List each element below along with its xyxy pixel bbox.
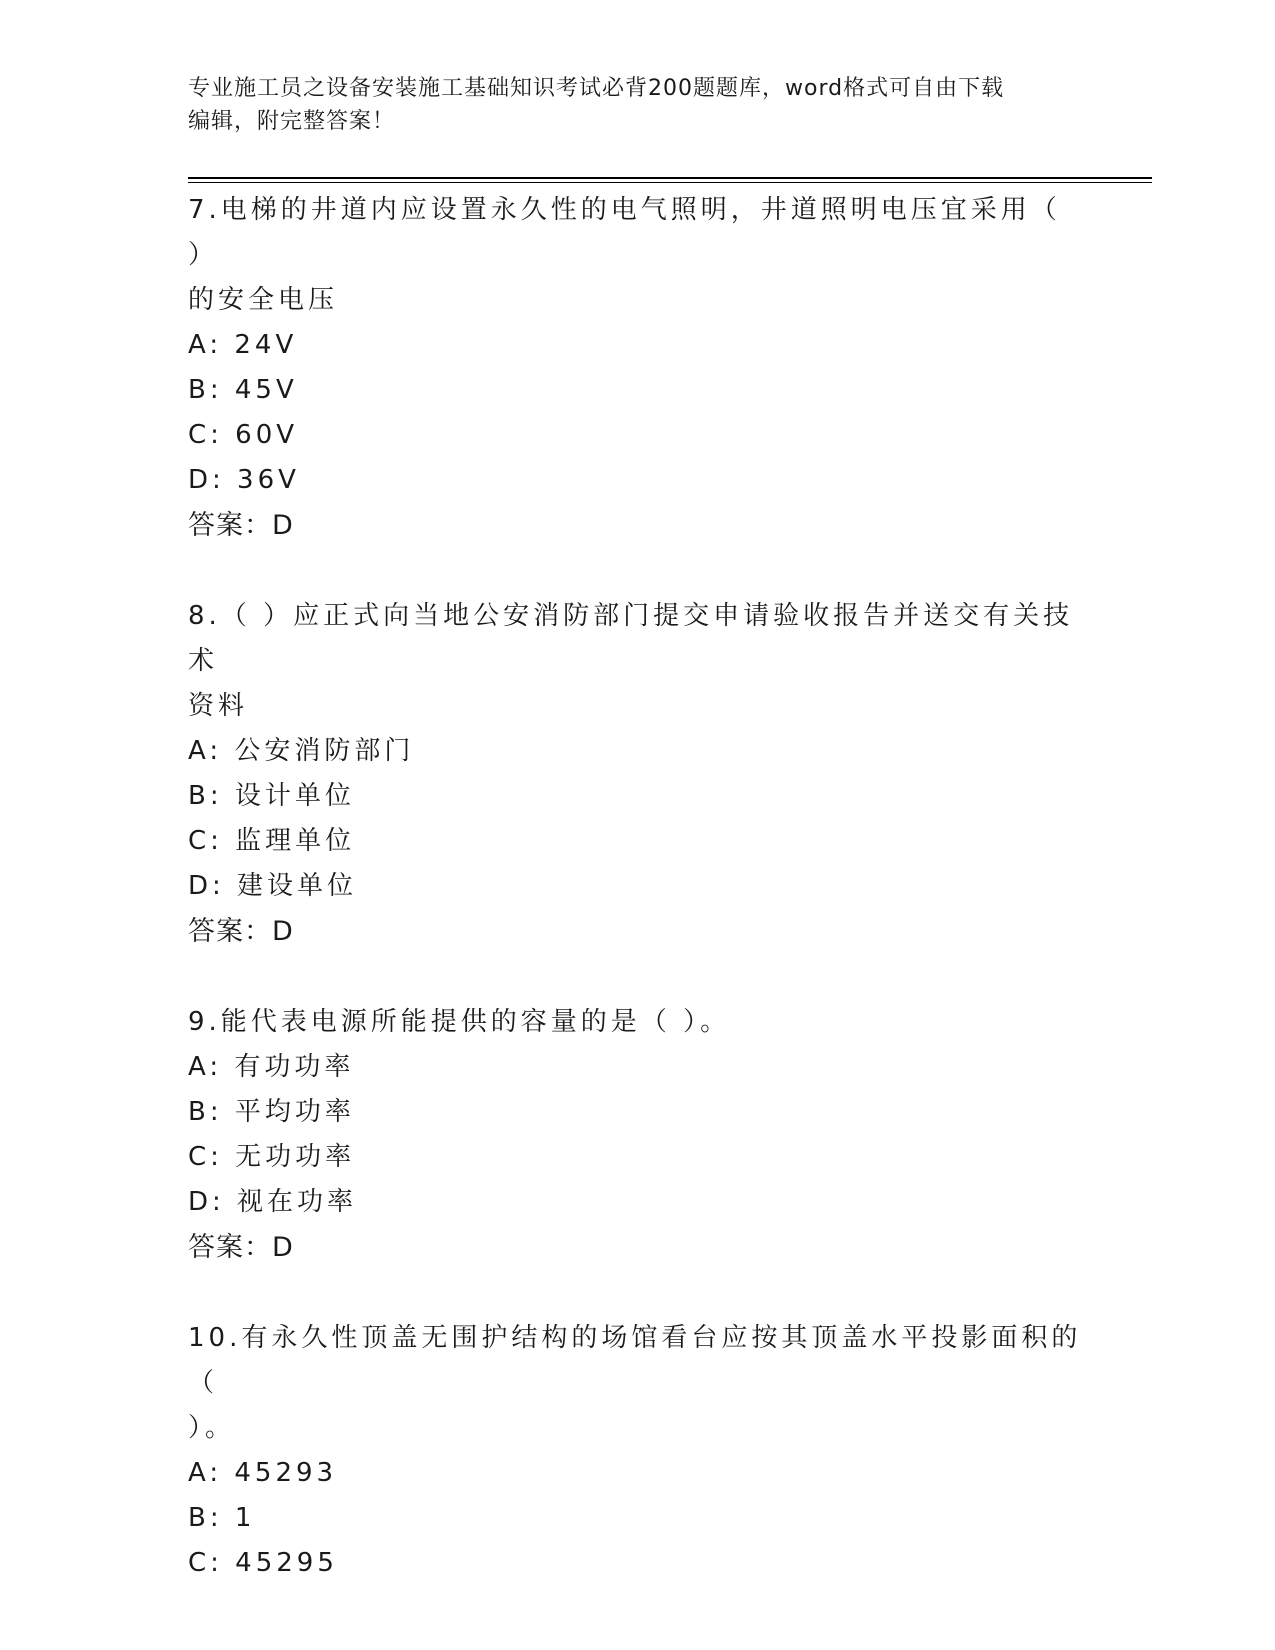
- option-b: B: 设计单位: [188, 781, 355, 811]
- question-stem: 7.电梯的井道内应设置永久性的电气照明，井道照明电压宜采用（ ）: [188, 195, 1061, 270]
- question-stem-continued: 的安全电压: [188, 285, 339, 315]
- option-c: C: 60V: [188, 420, 299, 450]
- option-b: B: 平均功率: [188, 1097, 355, 1127]
- question-stem: 10.有永久性顶盖无围护结构的场馆看台应按其顶盖水平投影面积的（: [188, 1323, 1082, 1398]
- option-a: A: 公安消防部门: [188, 736, 415, 766]
- option-d: D: 36V: [188, 465, 300, 495]
- option-a: A: 24V: [188, 330, 298, 360]
- header-divider-thin: [188, 182, 1152, 183]
- question-stem-continued: 资料: [188, 691, 249, 721]
- question-8: [188, 594, 1088, 954]
- document-header: [188, 72, 1088, 138]
- header-divider-thick: [188, 177, 1152, 179]
- option-d: D: 建设单位: [188, 871, 358, 901]
- question-stem-continued: ）。: [188, 1413, 236, 1443]
- option-b: B: 1: [188, 1503, 256, 1533]
- option-b: B: 45V: [188, 375, 298, 405]
- answer-line: 答案：D: [188, 510, 294, 541]
- answer-line: 答案：D: [188, 916, 294, 947]
- header-line-2: 编辑，附完整答案！: [188, 109, 396, 134]
- option-a: A: 45293: [188, 1458, 338, 1488]
- question-7: [188, 188, 1088, 548]
- question-stem: 9.能代表电源所能提供的容量的是（ ）。: [188, 1007, 731, 1037]
- question-list: [188, 188, 1088, 1632]
- option-c: C: 监理单位: [188, 826, 356, 856]
- option-c: C: 45295: [188, 1548, 338, 1578]
- question-9: [188, 1000, 1088, 1270]
- option-d: D: 视在功率: [188, 1187, 358, 1217]
- question-10: [188, 1316, 1088, 1586]
- question-stem: 8.（ ）应正式向当地公安消防部门提交申请验收报告并送交有关技术: [188, 601, 1074, 676]
- answer-line: 答案：D: [188, 1232, 294, 1263]
- option-c: C: 无功功率: [188, 1142, 356, 1172]
- option-a: A: 有功功率: [188, 1052, 355, 1082]
- header-line-1: 专业施工员之设备安装施工基础知识考试必背200题题库，word格式可自由下载: [188, 76, 1005, 101]
